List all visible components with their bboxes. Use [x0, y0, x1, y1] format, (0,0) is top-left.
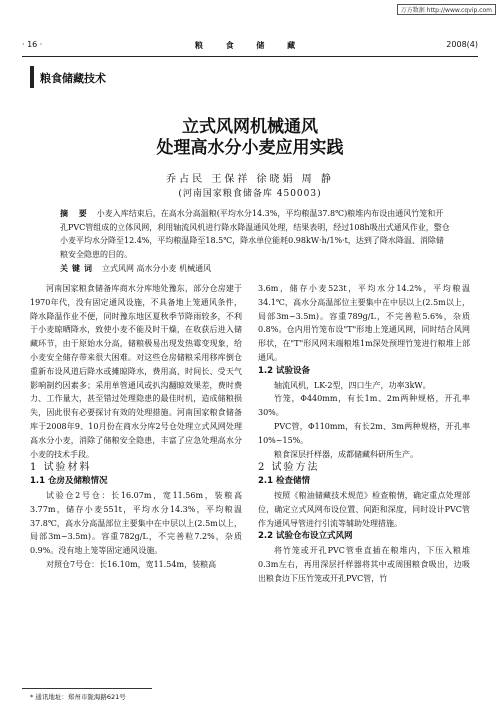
equipment-fan: 轴流风机，LK-2型，四口生产，功率3kW。	[274, 380, 431, 390]
source-watermark: 万方数据 http://www.cqvip.com	[397, 4, 496, 15]
section-heading-2: 2 试验方法	[258, 462, 320, 474]
keywords	[60, 262, 450, 276]
abstract-text: 小麦入库结束后，在高水分高温粮(平均水分14.3%，平均粮温37.8℃)粮堆内布设由通风竹笼和开孔PVC管组成的立体风网，利用轴流风机进行降水降温通风处理，结果表明，经过108h吸出式通风作业，整仓小麦平均水分降至12.4%，平均粮温降至18.5℃，降水单位能耗0.98kW·h/1%·t，达到了降水降温、消除储粮安全隐患的目的。	[60, 209, 450, 259]
issue-number: 2008(4)	[446, 40, 478, 49]
article-title-line2: 处理高水分小麦应用实践	[156, 138, 344, 158]
affiliation: (河南国家粮食储备库 450003)	[178, 189, 322, 199]
paragraph-1-1c: 3.6m，储存小麦523t，平均水分14.2%，平均粮温34.1℃，高水分高温部位主要集中在中层以上(2.5m以上，局部3m~3.5m)。容重789g/L，不完善粒5.6%，杂质0.8%。仓内用竹笼布设"T"形地上笼通风网，同时结合风网形状，在"T"形风网末端粮堆1m深处预埋竹笼进行粮堆上部通风。	[258, 284, 470, 362]
column-tag-label: 粮食储藏技术	[40, 72, 106, 85]
equipment-bamboo-cage: 竹笼，Φ440mm，有长1m、2m两种规格，开孔率30%。	[258, 394, 470, 418]
authors: 乔占民 王保祥 徐晓娟 周 静	[166, 174, 334, 185]
intro-paragraph: 河南国家粮食储备库商水分库地处豫东，部分仓房建于1970年代，没有固定通风设施，不具备地上笼通风条件，降水降温作业不便，同时豫东地区夏秋季节降雨较多，不利于小麦晾晒降水，致使小麦不能及时干燥，在收获后进入储藏环节，由于原始水分高，储粮极易出现发热霉变现象，给小麦安全储存带来很大困难。对这些仓房储粮采用移库倒仓重新布设风道后降水或摊晾降水，费用高、时间长、受天气影响制约因素多；采用单管通风或扒沟翻晾效果差，费时费力、工作量大，甚至错过处理隐患的最佳时机，造成储粮损失，因此很有必要探讨有效的处理措施。河南国家粮食储备库于2008年9、10月份在商水分库2号仓处理立式风网处理高水分小麦，消除了储粮安全隐患，丰富了应急处理高水分小麦的技术手段。	[30, 284, 242, 459]
paragraph-1-1b: 对照仓7号仓：长16.10m，宽11.54m，装粮高	[46, 559, 217, 569]
column-tag	[30, 66, 108, 88]
subsection-heading-2-1: 2.1 检查储情	[258, 476, 311, 487]
subsection-heading-1-1: 1.1 仓房及储粮情况	[30, 476, 108, 487]
journal-name: 粮 食 储 藏	[194, 41, 306, 50]
section-heading-1: 1 试验材料	[30, 462, 92, 474]
footnote: * 通讯地址：郑州市陇海路621号	[30, 693, 126, 701]
equipment-sampler: 粮食深层扦样器，成都储藏科研所生产。	[274, 449, 418, 459]
running-header	[22, 38, 478, 54]
paragraph-2-1: 按照《粮油储藏技术规范》检查粮情，确定重点处理部位，确定立式风网布设位置、间距和深度，同时设计PVC管作为通风导管进行引流等辅助处理措施。	[258, 490, 470, 528]
subsection-heading-1-2: 1.2 试验设备	[258, 365, 311, 376]
page-number: · 16 ·	[22, 40, 43, 49]
article-title-line1: 立式风网机械通风	[182, 117, 318, 137]
abstract	[60, 207, 450, 261]
paragraph-1-1a: 试验仓2号仓：长16.07m，宽11.56m，装粮高3.77m，储存小麦551t，平均水分14.3%，平均粮温37.8℃，高水分高温部位主要集中在中层以上(2.5m以上，局部3m~3.5m)。容重782g/L，不完善粒7.2%，杂质0.9%。没有地上笼等固定通风设施。	[30, 490, 242, 556]
equipment-pvc-pipe: PVC管，Φ110mm，有长2m、3m两种规格，开孔率10%~15%。	[258, 421, 470, 445]
header-rule	[22, 56, 478, 57]
footnote-rule	[22, 688, 152, 689]
paragraph-2-2: 将竹笼或开孔PVC管垂直插在粮堆内，下压入粮堆0.3m左右，再用深层扦样器将其中或周围粮食吸出，边吸出粮食边下压竹笼或开孔PVC管，竹	[258, 546, 470, 583]
right-column	[258, 282, 470, 586]
subsection-heading-2-2: 2.2 试验仓布设立式风网	[258, 531, 353, 542]
keywords-text: 立式风网 高水分小麦 机械通风	[102, 264, 212, 273]
abstract-label: 摘 要	[60, 208, 91, 218]
column-tag-bar	[30, 66, 34, 88]
keywords-label: 关键词	[60, 263, 96, 273]
left-column	[30, 282, 242, 572]
